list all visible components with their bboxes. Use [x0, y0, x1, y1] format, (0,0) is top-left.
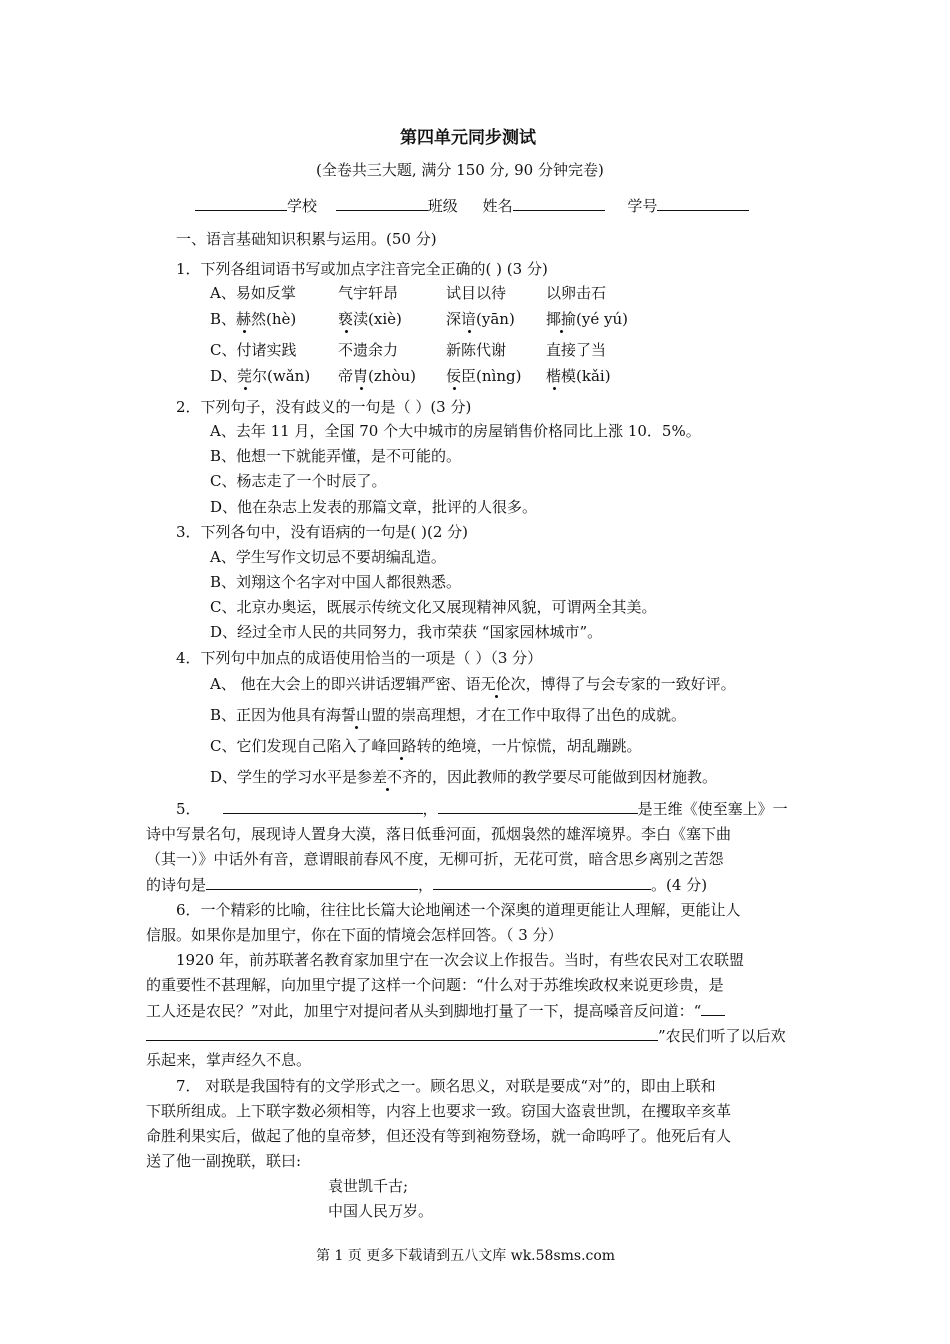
q2-option-b: B、他想一下就能弄懂，是不可能的。	[210, 447, 462, 465]
q3-option-d: D、经过全市人民的共同努力，我市荣获 “国家园林城市”。	[210, 623, 603, 641]
q3-option-a: A、学生写作文切忌不要胡编乱造。	[210, 548, 446, 566]
q2-option-d: D、他在杂志上发表的那篇文章，批评的人很多。	[210, 498, 538, 516]
q2-option-a: A、去年 11 月，全国 70 个大中城市的房屋销售价格同比上涨 10．5%。	[210, 422, 701, 440]
q6-line3: 1920 年，前苏联著名教育家加里宁在一次会议上作报告。当时，有些农民对工农联盟	[176, 951, 744, 969]
q6-blank-1[interactable]	[701, 1000, 725, 1016]
couplet-line-1: 袁世凯千古;	[328, 1177, 409, 1195]
q7-line1: 7． 对联是我国特有的文学形式之一。顾名思义，对联是要成“对”的，即由上联和	[176, 1077, 716, 1095]
q1-option-b: B、赫然(hè) 亵渎(xiè) 深谙(yān) 揶揄(yé yú)	[210, 310, 628, 328]
q5-blank-4[interactable]	[433, 874, 651, 890]
q7-line3: 命胜利果实后，做起了他的皇帝梦，但还没有等到袍笏登场，就一命呜呼了。他死后有人	[146, 1127, 732, 1145]
q6-line7: 乐起来，掌声经久不息。	[146, 1051, 312, 1069]
q4-option-b: B、正因为他具有海誓山盟的崇高理想，才在工作中取得了出色的成就。	[210, 706, 687, 724]
q1-option-c: C、付诸实践 不遗余力 新陈代谢 直接了当	[210, 341, 607, 359]
q4-option-d: D、学生的学习水平是参差不齐的，因此教师的教学要尽可能做到因材施教。	[210, 768, 718, 786]
q1-option-a: A、易如反掌 气宇轩昂 试目以待 以卵击石	[210, 284, 607, 302]
q5-line1: 5． ， 是王维《使至塞上》一	[176, 800, 788, 818]
q6-line2: 信服。如果你是加里宁，你在下面的情境会怎样回答。（ 3 分）	[146, 926, 563, 944]
q4-option-a: A、 他在大会上的即兴讲话逻辑严密、语无伦次，博得了与会专家的一致好评。	[210, 675, 736, 693]
section-heading: 一、语言基础知识积累与运用。(50 分)	[176, 230, 437, 248]
q7-line4: 送了他一副挽联，联曰:	[146, 1152, 302, 1170]
q3-option-b: B、刘翔这个名字对中国人都很熟悉。	[210, 573, 462, 591]
q6-blank-2[interactable]	[146, 1025, 658, 1041]
school-blank[interactable]	[195, 195, 287, 211]
q2-stem: 2．下列句子，没有歧义的一句是（ ）(3 分)	[176, 398, 472, 416]
page-title: 第四单元同步测试	[400, 128, 536, 148]
header-fields	[195, 195, 749, 216]
q6-line1: 6．一个精彩的比喻，往往比长篇大论地阐述一个深奥的道理更能让人理解，更能让人	[176, 901, 741, 919]
q6-line6: ”农民们听了以后欢	[146, 1025, 786, 1046]
q5-line4: 的诗句是 ， 。(4 分)	[146, 876, 708, 894]
page-footer: 第 1 页 更多下载请到五八文库 wk.58sms.com	[316, 1248, 616, 1264]
number-label: 学号	[627, 197, 658, 215]
couplet-line-2: 中国人民万岁。	[328, 1202, 434, 1220]
name-label: 姓名	[482, 197, 513, 215]
q5-blank-1[interactable]	[223, 798, 423, 814]
q1-option-d: D、莞尔(wǎn) 帝胄(zhòu) 佞臣(nìng) 楷模(kǎi)	[210, 367, 611, 385]
q1-stem: 1．下列各组词语书写或加点字注音完全正确的( ) (3 分)	[176, 260, 548, 278]
q4-stem: 4．下列句中加点的成语使用恰当的一项是（ ）（3 分）	[176, 649, 543, 667]
number-blank[interactable]	[657, 195, 749, 211]
q3-option-c: C、北京办奥运，既展示传统文化又展现精神风貌，可谓两全其美。	[210, 598, 657, 616]
q2-option-c: C、杨志走了一个时辰了。	[210, 472, 387, 490]
q4-option-c: C、它们发现自己陷入了峰回路转的绝境，一片惊慌，胡乱蹦跳。	[210, 737, 642, 755]
school-label: 学校	[287, 197, 318, 215]
q5-blank-2[interactable]	[438, 798, 638, 814]
q5-blank-3[interactable]	[206, 874, 418, 890]
q5-line2: 诗中写景名句，展现诗人置身大漠，落日低垂河面，孤烟袅然的雄浑境界。李白《塞下曲	[146, 825, 732, 843]
q3-stem: 3．下列各句中，没有语病的一句是( )(2 分)	[176, 523, 469, 541]
class-label: 班级	[427, 197, 458, 215]
page-subtitle: (全卷共三大题, 满分 150 分, 90 分钟完卷)	[316, 161, 604, 179]
q5-line3: （其一）》中话外有音，意谓眼前春风不度，无柳可折，无花可赏，暗含思乡离别之苦怨	[146, 850, 724, 868]
q6-line4: 的重要性不甚理解，向加里宁提了这样一个问题：“什么对于苏维埃政权来说更珍贵，是	[146, 976, 724, 994]
name-blank[interactable]	[513, 195, 605, 211]
q7-line2: 下联所组成。上下联字数必须相等，内容上也要求一致。窃国大盗袁世凯，在攫取辛亥革	[146, 1102, 732, 1120]
q6-line5: 工人还是农民？”对此，加里宁对提问者从头到脚地打量了一下，提高嗓音反问道：“	[146, 1000, 725, 1021]
class-blank[interactable]	[336, 195, 428, 211]
